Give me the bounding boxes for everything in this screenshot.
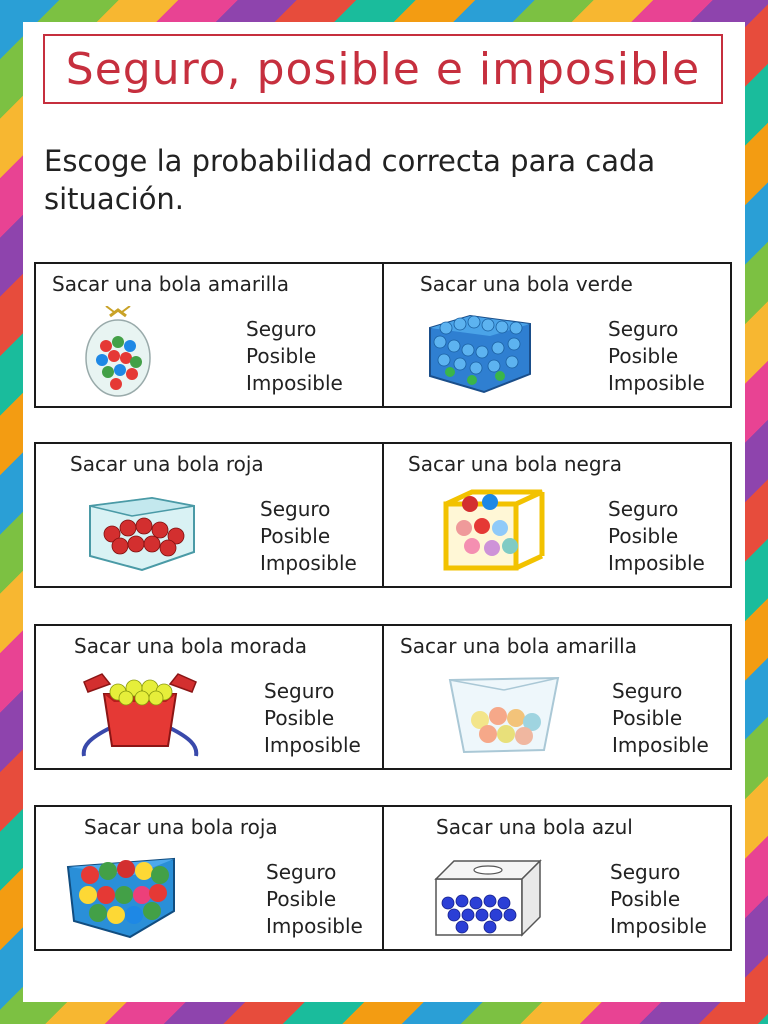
option-seguro[interactable]: Seguro bbox=[266, 860, 337, 884]
probability-options bbox=[610, 859, 707, 939]
option-posible[interactable]: Posible bbox=[246, 344, 317, 368]
yellow-cube-colored-balls-icon bbox=[434, 486, 554, 578]
instructions: Escoge la probabilidad correcta para cada situación. bbox=[44, 144, 656, 216]
situation-row bbox=[34, 262, 732, 408]
option-imposible[interactable]: Imposible bbox=[612, 733, 709, 757]
option-imposible[interactable]: Imposible bbox=[608, 551, 705, 575]
glass-box-pastel-balls-icon bbox=[444, 668, 564, 760]
situation-label: Sacar una bola azul bbox=[436, 815, 633, 839]
option-seguro[interactable]: Seguro bbox=[610, 860, 681, 884]
situation-card bbox=[382, 264, 730, 406]
probability-options bbox=[264, 678, 361, 758]
situation-label: Sacar una bola morada bbox=[74, 634, 307, 658]
option-posible[interactable]: Posible bbox=[260, 524, 331, 548]
option-imposible[interactable]: Imposible bbox=[266, 914, 363, 938]
situation-card bbox=[36, 264, 382, 406]
option-imposible[interactable]: Imposible bbox=[246, 371, 343, 395]
probability-options bbox=[608, 496, 705, 576]
situation-row bbox=[34, 624, 732, 770]
glass-box-red-balls-icon bbox=[82, 486, 202, 578]
box-colored-balls-icon bbox=[64, 849, 184, 941]
situation-card bbox=[382, 626, 730, 768]
option-seguro[interactable]: Seguro bbox=[608, 317, 679, 341]
probability-options bbox=[260, 496, 357, 576]
option-posible[interactable]: Posible bbox=[264, 706, 335, 730]
option-posible[interactable]: Posible bbox=[266, 887, 337, 911]
situation-card bbox=[36, 626, 382, 768]
option-posible[interactable]: Posible bbox=[608, 344, 679, 368]
white-box-blue-balls-icon bbox=[432, 849, 552, 941]
situation-card bbox=[36, 444, 382, 586]
option-imposible[interactable]: Imposible bbox=[260, 551, 357, 575]
worksheet bbox=[23, 22, 745, 1002]
option-seguro[interactable]: Seguro bbox=[264, 679, 335, 703]
situation-card bbox=[382, 444, 730, 586]
option-posible[interactable]: Posible bbox=[608, 524, 679, 548]
probability-options bbox=[266, 859, 363, 939]
option-seguro[interactable]: Seguro bbox=[260, 497, 331, 521]
option-seguro[interactable]: Seguro bbox=[246, 317, 317, 341]
option-imposible[interactable]: Imposible bbox=[610, 914, 707, 938]
situation-label: Sacar una bola amarilla bbox=[400, 634, 637, 658]
situation-row bbox=[34, 805, 732, 951]
option-seguro[interactable]: Seguro bbox=[608, 497, 679, 521]
option-posible[interactable]: Posible bbox=[612, 706, 683, 730]
situation-label: Sacar una bola verde bbox=[420, 272, 633, 296]
situation-label: Sacar una bola negra bbox=[408, 452, 623, 476]
situation-card bbox=[36, 807, 382, 949]
option-seguro[interactable]: Seguro bbox=[612, 679, 683, 703]
page-title: Seguro, posible e imposible bbox=[65, 43, 701, 95]
gift-box-tennis-balls-icon bbox=[80, 668, 200, 760]
box-blue-green-balls-icon bbox=[420, 306, 540, 398]
probability-options bbox=[246, 316, 343, 396]
situation-label: Sacar una bola roja bbox=[70, 452, 264, 476]
situation-label: Sacar una bola roja bbox=[84, 815, 278, 839]
situation-card bbox=[382, 807, 730, 949]
title-box bbox=[43, 34, 723, 104]
situation-row bbox=[34, 442, 732, 588]
probability-options bbox=[608, 316, 705, 396]
probability-options bbox=[612, 678, 709, 758]
option-imposible[interactable]: Imposible bbox=[264, 733, 361, 757]
option-imposible[interactable]: Imposible bbox=[608, 371, 705, 395]
bag-of-marbles-icon bbox=[58, 306, 178, 398]
option-posible[interactable]: Posible bbox=[610, 887, 681, 911]
situation-label: Sacar una bola amarilla bbox=[52, 272, 289, 296]
